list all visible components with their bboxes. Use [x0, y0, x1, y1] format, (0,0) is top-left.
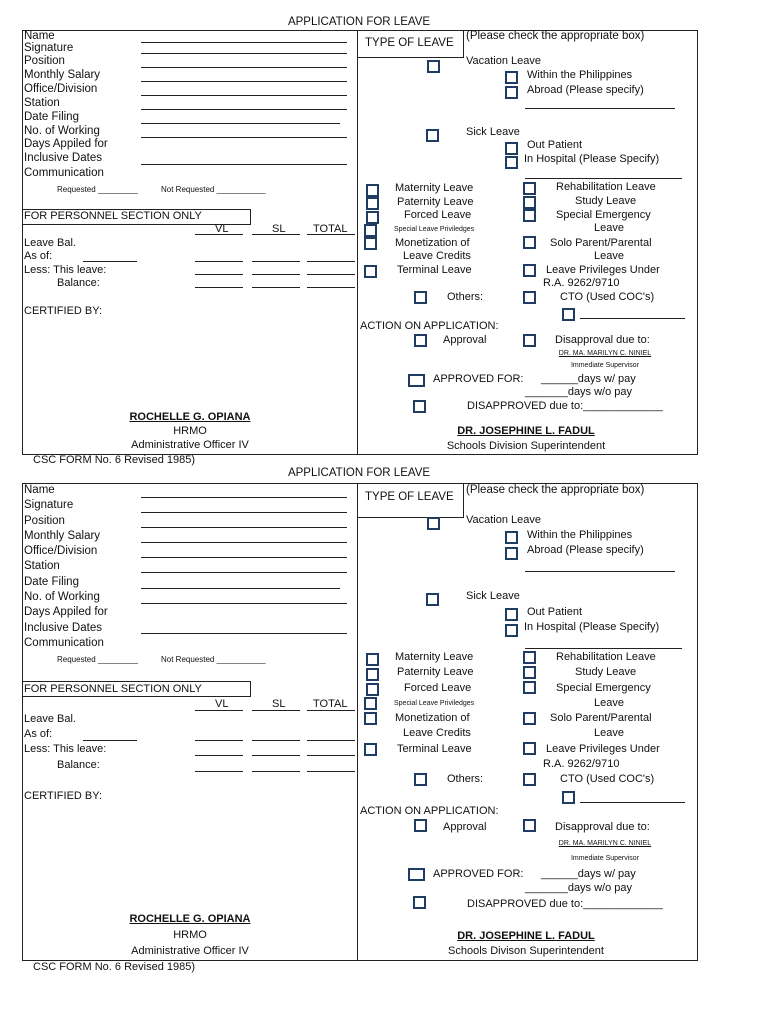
solo-parent-label: Solo Parent/Parental	[550, 237, 652, 249]
special-emergency-checkbox[interactable]	[523, 681, 536, 694]
sl-cell[interactable]	[252, 274, 300, 275]
republic-act-label: R.A. 9262/9710	[543, 758, 620, 770]
study-leave-label: Study Leave	[575, 195, 637, 207]
others-specify-checkbox[interactable]	[562, 308, 575, 321]
hrmo-position: Administrative Officer IV	[131, 945, 249, 957]
vl-cell[interactable]	[195, 740, 243, 741]
disapproval-label: Disapproval due to:	[555, 821, 650, 833]
leave-credits-label: Leave Credits	[403, 727, 471, 739]
check-instruction: (Please check the appropriate box)	[466, 30, 645, 42]
hrmo-position: Administrative Officer IV	[131, 439, 249, 451]
special-emergency-leave-label: Leave	[594, 697, 624, 709]
sds-title: Schools Divison Superintendent	[448, 945, 604, 957]
within-philippines-checkbox[interactable]	[505, 531, 518, 544]
sl-cell[interactable]	[252, 740, 300, 741]
office-division-label: Office/Division	[24, 545, 98, 557]
form-number: CSC FORM No. 6 Revised 1985)	[33, 961, 195, 973]
sl-header: SL	[272, 223, 286, 235]
sl-cell[interactable]	[252, 234, 300, 235]
no-of-working-label: No. of Working	[24, 125, 100, 137]
action-heading: ACTION ON APPLICATION:	[360, 805, 499, 817]
abroad-specify-field[interactable]	[525, 108, 675, 109]
terminal-leave-checkbox[interactable]	[364, 265, 377, 278]
rehabilitation-leave-label: Rehabilitation Leave	[556, 651, 656, 663]
balance-label: Balance:	[57, 277, 100, 289]
solo-parent-checkbox[interactable]	[523, 236, 536, 249]
certified-by-label: CERTIFIED BY:	[24, 305, 103, 317]
date-filing-label: Date Filing	[24, 576, 79, 588]
vl-cell[interactable]	[195, 274, 243, 275]
special-emergency-leave-label: Leave	[594, 222, 624, 234]
cto-label: CTO (Used COC's)	[560, 291, 655, 303]
station-label: Station	[24, 560, 60, 572]
date-filing-field[interactable]	[141, 588, 340, 589]
monthly-salary-field[interactable]	[141, 81, 347, 82]
column-divider	[357, 30, 358, 455]
position-field[interactable]	[141, 527, 347, 528]
total-cell[interactable]	[307, 287, 355, 288]
supervisor-title: Immediate Supervisor	[570, 855, 640, 862]
cto-checkbox[interactable]	[523, 773, 536, 786]
others-checkbox[interactable]	[414, 291, 427, 304]
sl-cell[interactable]	[252, 710, 300, 711]
less-leave-label: Less: This leave:	[24, 264, 107, 276]
out-patient-label: Out Patient	[527, 139, 583, 151]
station-label: Station	[24, 97, 60, 109]
paternity-leave-checkbox[interactable]	[366, 197, 379, 210]
within-philippines-checkbox[interactable]	[505, 71, 518, 84]
rehabilitation-leave-checkbox[interactable]	[523, 651, 536, 664]
cto-checkbox[interactable]	[523, 291, 536, 304]
name-label: Name	[24, 30, 55, 42]
vl-header: VL	[215, 223, 229, 235]
republic-act-label: R.A. 9262/9710	[543, 277, 620, 289]
balance-label: Balance:	[57, 759, 100, 771]
special-privileges-label: Special Leave Priviledges	[394, 226, 475, 233]
monetization-checkbox[interactable]	[364, 712, 377, 725]
disapproval-checkbox[interactable]	[523, 334, 536, 347]
leave-privileges-checkbox[interactable]	[523, 742, 536, 755]
maternity-leave-checkbox[interactable]	[366, 184, 379, 197]
check-instruction: (Please check the appropriate box)	[466, 484, 645, 496]
terminal-leave-label: Terminal Leave	[397, 743, 472, 755]
special-emergency-label: Special Emergency	[556, 209, 651, 221]
name-field[interactable]	[141, 497, 347, 498]
paternity-leave-label: Paternity Leave	[397, 666, 474, 678]
out-patient-checkbox[interactable]	[505, 608, 518, 621]
office-division-label: Office/Division	[24, 83, 98, 95]
forced-leave-checkbox[interactable]	[366, 211, 379, 224]
signature-field[interactable]	[141, 512, 347, 513]
monthly-salary-label: Monthly Salary	[24, 530, 101, 542]
as-of-label: As of:	[24, 250, 53, 262]
as-of-date-field[interactable]	[83, 261, 137, 262]
leave-privileges-label: Leave Privileges Under	[546, 264, 660, 276]
station-field[interactable]	[141, 109, 347, 110]
no-of-working-field[interactable]	[141, 137, 347, 138]
special-emergency-label: Special Emergency	[556, 682, 651, 694]
approval-label: Approval	[443, 821, 487, 833]
abroad-label: Abroad (Please specify)	[527, 544, 644, 556]
total-cell[interactable]	[307, 261, 355, 262]
type-of-leave-label: TYPE OF LEAVE	[365, 37, 454, 49]
vacation-leave-checkbox[interactable]	[427, 60, 440, 73]
approved-for-label: APPROVED FOR:	[433, 868, 524, 880]
supervisor-name: DR. MA. MARILYN C. NINIEL	[558, 840, 652, 847]
not-requested-field[interactable]: Not Requested ___________	[161, 185, 266, 194]
study-leave-checkbox[interactable]	[523, 196, 536, 209]
action-heading: ACTION ON APPLICATION:	[360, 320, 499, 332]
total-cell[interactable]	[307, 234, 355, 235]
disapproved-checkbox[interactable]	[413, 896, 426, 909]
days-applied-label: Days Appiled for	[24, 606, 108, 618]
study-leave-checkbox[interactable]	[523, 666, 536, 679]
paternity-leave-checkbox[interactable]	[366, 668, 379, 681]
no-of-working-label: No. of Working	[24, 591, 100, 603]
study-leave-label: Study Leave	[575, 666, 637, 678]
office-division-field[interactable]	[141, 95, 347, 96]
hrmo-name: ROCHELLE G. OPIANA	[129, 411, 251, 423]
abroad-label: Abroad (Please specify)	[527, 84, 644, 96]
cto-label: CTO (Used COC's)	[560, 773, 655, 785]
leave-privileges-checkbox[interactable]	[523, 264, 536, 277]
rehabilitation-leave-checkbox[interactable]	[523, 182, 536, 195]
personnel-section-label: FOR PERSONNEL SECTION ONLY	[24, 210, 202, 222]
approval-checkbox[interactable]	[414, 334, 427, 347]
requested-field[interactable]: Requested _________	[57, 655, 138, 664]
terminal-leave-checkbox[interactable]	[364, 743, 377, 756]
inclusive-dates-label: Inclusive Dates	[24, 152, 102, 164]
station-field[interactable]	[141, 572, 347, 573]
sl-cell[interactable]	[252, 755, 300, 756]
terminal-leave-label: Terminal Leave	[397, 264, 472, 276]
vacation-leave-label: Vacation Leave	[466, 514, 542, 526]
position-label: Position	[24, 55, 65, 67]
within-philippines-label: Within the Philippines	[527, 69, 633, 81]
sick-leave-label: Sick Leave	[466, 590, 520, 602]
hospital-specify-field[interactable]	[525, 178, 682, 179]
supervisor-name: DR. MA. MARILYN C. NINIEL	[558, 350, 652, 357]
out-patient-label: Out Patient	[527, 606, 583, 618]
form-number: CSC FORM No. 6 Revised 1985)	[33, 454, 195, 466]
position-field[interactable]	[141, 67, 347, 68]
supervisor-title: Immediate Supervisor	[570, 362, 640, 369]
sick-leave-label: Sick Leave	[466, 126, 520, 138]
approved-for-checkbox[interactable]	[408, 374, 425, 387]
sick-leave-checkbox[interactable]	[426, 129, 439, 142]
communication-label: Communication	[24, 167, 104, 179]
date-filing-label: Date Filing	[24, 111, 79, 123]
special-privileges-label: Special Leave Priviledges	[394, 700, 475, 707]
form-title: APPLICATION FOR LEAVE	[287, 467, 431, 479]
form-title: APPLICATION FOR LEAVE	[287, 16, 431, 28]
name-field[interactable]	[141, 42, 347, 43]
approved-for-checkbox[interactable]	[408, 868, 425, 881]
hrmo-name: ROCHELLE G. OPIANA	[129, 913, 251, 925]
disapproved-label: DISAPPROVED due to:_____________	[467, 898, 663, 910]
disapproved-label: DISAPPROVED due to:_____________	[467, 400, 663, 412]
total-cell[interactable]	[307, 771, 355, 772]
days-applied-label: Days Appiled for	[24, 138, 108, 150]
total-header: TOTAL	[313, 223, 348, 235]
hrmo-title: HRMO	[173, 425, 207, 437]
monthly-salary-field[interactable]	[141, 542, 347, 543]
hospital-specify-field[interactable]	[525, 648, 682, 649]
approved-for-label: APPROVED FOR:	[433, 373, 524, 385]
vacation-leave-checkbox[interactable]	[427, 517, 440, 530]
certified-by-label: CERTIFIED BY:	[24, 790, 103, 802]
vl-cell[interactable]	[195, 755, 243, 756]
leave-bal-label: Leave Bal.	[24, 713, 76, 725]
others-label: Others:	[447, 773, 484, 785]
requested-field[interactable]: Requested _________	[57, 185, 138, 194]
abroad-checkbox[interactable]	[505, 86, 518, 99]
vacation-leave-label: Vacation Leave	[466, 55, 542, 67]
days-with-pay-field[interactable]: ______days w/ pay	[541, 373, 636, 385]
monetization-label: Monetization of	[395, 237, 470, 249]
signature-label: Signature	[24, 42, 74, 54]
signature-label: Signature	[24, 499, 74, 511]
personnel-section-label: FOR PERSONNEL SECTION ONLY	[24, 683, 202, 695]
solo-parent-leave-label: Leave	[594, 727, 624, 739]
vl-header: VL	[215, 698, 229, 710]
in-hospital-checkbox[interactable]	[505, 156, 518, 169]
total-cell[interactable]	[307, 274, 355, 275]
date-filing-field[interactable]	[141, 123, 340, 124]
others-specify-checkbox[interactable]	[562, 791, 575, 804]
solo-parent-leave-label: Leave	[594, 250, 624, 262]
column-divider	[357, 483, 358, 961]
as-of-date-field[interactable]	[83, 740, 137, 741]
leave-privileges-label: Leave Privileges Under	[546, 743, 660, 755]
abroad-specify-field[interactable]	[525, 571, 675, 572]
leave-bal-label: Leave Bal.	[24, 237, 76, 249]
hrmo-title: HRMO	[173, 929, 207, 941]
special-emergency-checkbox[interactable]	[523, 209, 536, 222]
inclusive-dates-field[interactable]	[141, 164, 347, 165]
sl-header: SL	[272, 698, 286, 710]
maternity-leave-label: Maternity Leave	[395, 182, 474, 194]
others-checkbox[interactable]	[414, 773, 427, 786]
approval-label: Approval	[443, 334, 487, 346]
maternity-leave-label: Maternity Leave	[395, 651, 474, 663]
approval-checkbox[interactable]	[414, 819, 427, 832]
no-of-working-field[interactable]	[141, 603, 347, 604]
out-patient-checkbox[interactable]	[505, 142, 518, 155]
days-without-pay-field[interactable]: _______days w/o pay	[525, 882, 633, 894]
inclusive-dates-label: Inclusive Dates	[24, 622, 102, 634]
sl-cell[interactable]	[252, 771, 300, 772]
signature-field[interactable]	[141, 53, 347, 54]
total-header: TOTAL	[313, 698, 348, 710]
special-privileges-checkbox[interactable]	[364, 697, 377, 710]
position-label: Position	[24, 515, 65, 527]
in-hospital-label: In Hospital (Please Specify)	[524, 621, 660, 633]
total-cell[interactable]	[307, 740, 355, 741]
paternity-leave-label: Paternity Leave	[397, 196, 474, 208]
sds-name: DR. JOSEPHINE L. FADUL	[457, 425, 595, 437]
others-specify-field[interactable]	[580, 318, 685, 319]
solo-parent-label: Solo Parent/Parental	[550, 712, 652, 724]
monthly-salary-label: Monthly Salary	[24, 69, 101, 81]
others-specify-field[interactable]	[580, 802, 685, 803]
total-cell[interactable]	[307, 710, 355, 711]
not-requested-field[interactable]: Not Requested ___________	[161, 655, 266, 664]
vl-cell[interactable]	[195, 771, 243, 772]
days-without-pay-field[interactable]: _______days w/o pay	[525, 386, 633, 398]
rehabilitation-leave-label: Rehabilitation Leave	[556, 181, 656, 193]
office-division-field[interactable]	[141, 557, 347, 558]
sl-cell[interactable]	[252, 261, 300, 262]
abroad-checkbox[interactable]	[505, 547, 518, 560]
as-of-label: As of:	[24, 728, 53, 740]
in-hospital-label: In Hospital (Please Specify)	[524, 153, 660, 165]
type-of-leave-label: TYPE OF LEAVE	[365, 491, 454, 503]
disapproval-label: Disapproval due to:	[555, 334, 650, 346]
less-leave-label: Less: This leave:	[24, 743, 107, 755]
vl-cell[interactable]	[195, 261, 243, 262]
forced-leave-label: Forced Leave	[404, 209, 472, 221]
vl-cell[interactable]	[195, 234, 243, 235]
sds-title: Schools Division Superintendent	[446, 440, 606, 452]
sick-leave-checkbox[interactable]	[426, 593, 439, 606]
monetization-label: Monetization of	[395, 712, 470, 724]
vl-cell[interactable]	[195, 710, 243, 711]
monetization-checkbox[interactable]	[364, 237, 377, 250]
total-cell[interactable]	[307, 755, 355, 756]
vl-cell[interactable]	[195, 287, 243, 288]
inclusive-dates-field[interactable]	[141, 633, 347, 634]
disapproval-checkbox[interactable]	[523, 819, 536, 832]
solo-parent-checkbox[interactable]	[523, 712, 536, 725]
in-hospital-checkbox[interactable]	[505, 624, 518, 637]
special-privileges-checkbox[interactable]	[364, 224, 377, 237]
within-philippines-label: Within the Philippines	[527, 529, 633, 541]
sl-cell[interactable]	[252, 287, 300, 288]
maternity-leave-checkbox[interactable]	[366, 653, 379, 666]
sds-name: DR. JOSEPHINE L. FADUL	[457, 930, 595, 942]
name-label: Name	[24, 484, 55, 496]
communication-label: Communication	[24, 637, 104, 649]
days-with-pay-field[interactable]: ______days w/ pay	[541, 868, 636, 880]
others-label: Others:	[447, 291, 484, 303]
forced-leave-label: Forced Leave	[404, 682, 472, 694]
disapproved-checkbox[interactable]	[413, 400, 426, 413]
leave-credits-label: Leave Credits	[403, 250, 471, 262]
forced-leave-checkbox[interactable]	[366, 683, 379, 696]
